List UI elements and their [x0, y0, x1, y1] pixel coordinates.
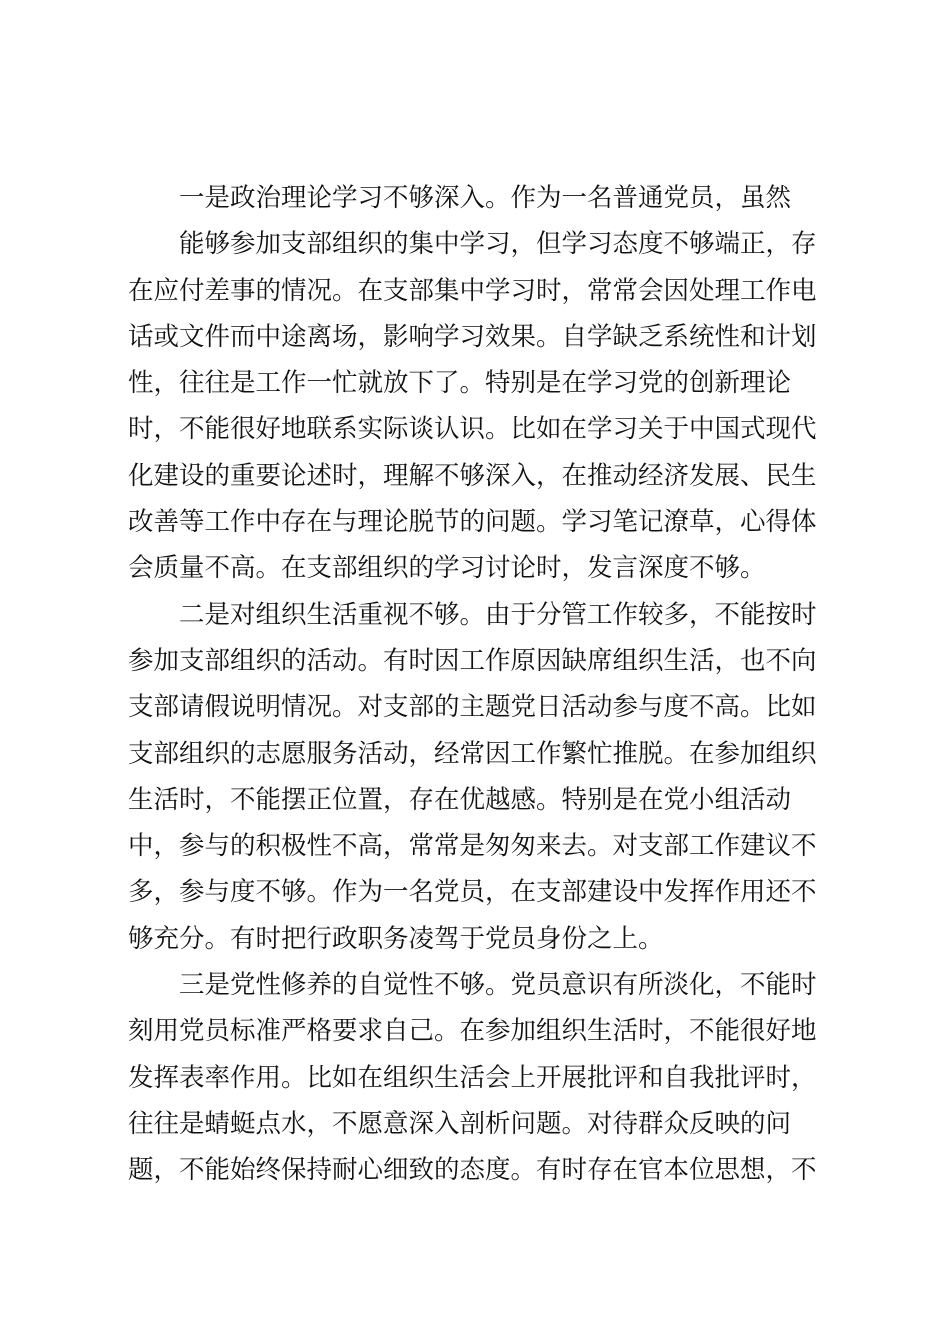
- body-text: [128, 175, 828, 1194]
- text-line: 支部组织的志愿服务活动，经常因工作繁忙推脱。在参加组织: [128, 738, 817, 769]
- text-line: 中，参与的积极性不高，常常是匆匆来去。对支部工作建议不: [128, 831, 817, 862]
- text-line: 够充分。有时把行政职务凌驾于党员身份之上。: [128, 923, 664, 954]
- text-line: 化建设的重要论述时，理解不够深入，在推动经济发展、民生: [128, 460, 817, 491]
- text-line: 二是对组织生活重视不够。由于分管工作较多，不能按时: [179, 599, 817, 630]
- text-line: 在应付差事的情况。在支部集中学习时，常常会因处理工作电: [128, 275, 817, 306]
- text-line: 一是政治理论学习不够深入。作为一名普通党员，虽然: [179, 183, 792, 213]
- text-line: 改善等工作中存在与理论脱节的问题。学习笔记潦草，心得体: [128, 507, 817, 538]
- text-line: 生活时，不能摆正位置，存在优越感。特别是在党小组活动: [128, 784, 792, 815]
- text-line: 话或文件而中途离场，影响学习效果。自学缺乏系统性和计划: [128, 321, 817, 352]
- text-line: 会质量不高。在支部组织的学习讨论时，发言深度不够。: [128, 553, 766, 584]
- text-line: 多，参与度不够。作为一名党员，在支部建设中发挥作用还不: [128, 877, 817, 908]
- text-line: 题，不能始终保持耐心细致的态度。有时存在官本位思想，不: [128, 1155, 817, 1186]
- text-line: 参加支部组织的活动。有时因工作原因缺席组织生活，也不向: [128, 645, 817, 676]
- text-line: 发挥表率作用。比如在组织生活会上开展批评和自我批评时，: [128, 1062, 817, 1093]
- text-line: 支部请假说明情况。对支部的主题党日活动参与度不高。比如: [128, 692, 817, 723]
- text-line: 三是党性修养的自觉性不够。党员意识有所淡化，不能时: [179, 970, 817, 1001]
- text-line: 时，不能很好地联系实际谈认识。比如在学习关于中国式现代: [128, 414, 817, 445]
- text-line: 性，往往是工作一忙就放下了。特别是在学习党的创新理论: [128, 368, 792, 399]
- text-line: 往往是蜻蜓点水，不愿意深入剖析问题。对待群众反映的问: [128, 1108, 792, 1139]
- text-line: 刻用党员标准严格要求自己。在参加组织生活时，不能很好地: [128, 1016, 817, 1047]
- text-line: 能够参加支部组织的集中学习，但学习态度不够端正，存: [179, 229, 817, 260]
